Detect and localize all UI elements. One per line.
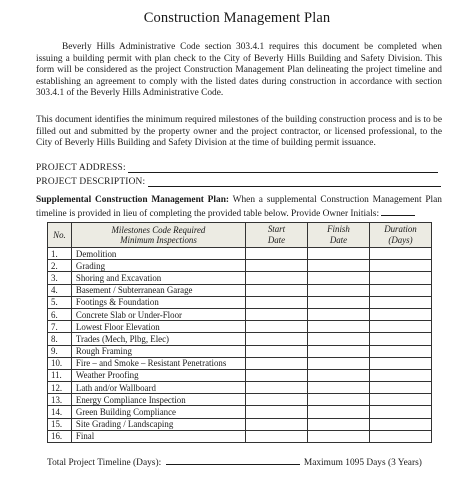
- intro-paragraph: Beverly Hills Administrative Code section 303.4.1 requires this document be completed when issuing a building permit with plan check to the City of Beverly Hills Building and Safety Division. This form will be considered as the project Construction Management Plan delineating the project timeline and establishing an agreement to comply with the listed dates during construction in accordance with section 303.4.1 of the Beverly Hills Administrative Code.: [36, 42, 442, 99]
- project-description-field[interactable]: [36, 177, 441, 187]
- start-date-cell[interactable]: [245, 406, 307, 418]
- milestone-name: Site Grading / Landscaping: [71, 418, 245, 430]
- milestone-name: Final: [71, 430, 245, 442]
- start-date-cell[interactable]: [245, 394, 307, 406]
- table-row: [48, 418, 432, 430]
- milestone-name: Weather Proofing: [71, 369, 245, 381]
- milestone-name: Shoring and Excavation: [71, 272, 245, 284]
- duration-cell[interactable]: [369, 406, 431, 418]
- table-row: [48, 296, 432, 308]
- start-date-cell[interactable]: [245, 248, 307, 260]
- row-number: 10.: [48, 357, 72, 369]
- duration-cell[interactable]: [369, 260, 431, 272]
- table-row: [48, 406, 432, 418]
- owner-initials-line[interactable]: [381, 207, 415, 216]
- duration-cell[interactable]: [369, 333, 431, 345]
- milestone-name: Rough Framing: [71, 345, 245, 357]
- finish-date-cell[interactable]: [307, 357, 369, 369]
- duration-cell[interactable]: [369, 382, 431, 394]
- row-number: 6.: [48, 308, 72, 320]
- table-row: [48, 272, 432, 284]
- milestone-name: Lath and/or Wallboard: [71, 382, 245, 394]
- finish-date-cell[interactable]: [307, 345, 369, 357]
- table-row: [48, 321, 432, 333]
- finish-date-cell[interactable]: [307, 321, 369, 333]
- finish-date-cell[interactable]: [307, 248, 369, 260]
- total-maximum: Maximum 1095 Days (3 Years): [303, 458, 422, 468]
- row-number: 15.: [48, 418, 72, 430]
- row-number: 16.: [48, 430, 72, 442]
- finish-date-cell[interactable]: [307, 369, 369, 381]
- table-row: [48, 382, 432, 394]
- project-address-field[interactable]: [36, 163, 438, 173]
- duration-cell[interactable]: [369, 394, 431, 406]
- finish-date-cell[interactable]: [307, 430, 369, 442]
- row-number: 11.: [48, 369, 72, 381]
- finish-date-cell[interactable]: [307, 406, 369, 418]
- start-date-cell[interactable]: [245, 333, 307, 345]
- milestone-name: Concrete Slab or Under-Floor: [71, 308, 245, 320]
- start-date-cell[interactable]: [245, 272, 307, 284]
- duration-cell[interactable]: [369, 345, 431, 357]
- row-number: 13.: [48, 394, 72, 406]
- row-number: 12.: [48, 382, 72, 394]
- start-date-cell[interactable]: [245, 382, 307, 394]
- milestone-name: Basement / Subterranean Garage: [71, 284, 245, 296]
- table-row: [48, 308, 432, 320]
- start-date-cell[interactable]: [245, 357, 307, 369]
- duration-cell[interactable]: [369, 284, 431, 296]
- duration-cell[interactable]: [369, 272, 431, 284]
- milestone-name: Lowest Floor Elevation: [71, 321, 245, 333]
- duration-cell[interactable]: [369, 418, 431, 430]
- supplemental-text: When a supplemental Construction Management Plan timeline is provided in lieu of completing the provided table below. Provide Owner Initials:: [36, 195, 442, 219]
- finish-date-cell[interactable]: [307, 333, 369, 345]
- row-number: 9.: [48, 345, 72, 357]
- row-number: 2.: [48, 260, 72, 272]
- duration-cell[interactable]: [369, 321, 431, 333]
- finish-date-cell[interactable]: [307, 296, 369, 308]
- milestone-name: Energy Compliance Inspection: [71, 394, 245, 406]
- row-number: 4.: [48, 284, 72, 296]
- finish-date-cell[interactable]: [307, 308, 369, 320]
- finish-date-cell[interactable]: [307, 394, 369, 406]
- page-title: Construction Management Plan: [143, 10, 331, 26]
- total-label: Total Project Timeline (Days):: [47, 458, 162, 468]
- start-date-cell[interactable]: [245, 418, 307, 430]
- supplemental-label: Supplemental Construction Management Plan:: [36, 195, 230, 205]
- start-date-cell[interactable]: [245, 345, 307, 357]
- table-row: [48, 357, 432, 369]
- duration-cell[interactable]: [369, 357, 431, 369]
- project-address-line[interactable]: [128, 163, 438, 173]
- row-number: 5.: [48, 296, 72, 308]
- finish-date-cell[interactable]: [307, 260, 369, 272]
- project-description-label: PROJECT DESCRIPTION:: [36, 177, 146, 187]
- milestone-name: Footings & Foundation: [71, 296, 245, 308]
- duration-cell[interactable]: [369, 296, 431, 308]
- duration-cell[interactable]: [369, 369, 431, 381]
- table-row: [48, 394, 432, 406]
- project-description-line[interactable]: [148, 177, 441, 187]
- supplemental-paragraph: [36, 195, 442, 220]
- finish-date-cell[interactable]: [307, 382, 369, 394]
- header-finish-date: Finish Date: [307, 223, 369, 248]
- table-header-row: [48, 223, 432, 248]
- row-number: 3.: [48, 272, 72, 284]
- start-date-cell[interactable]: [245, 369, 307, 381]
- milestone-name: Trades (Mech, Plbg, Elec): [71, 333, 245, 345]
- header-start-date: Start Date: [245, 223, 307, 248]
- duration-cell[interactable]: [369, 430, 431, 442]
- start-date-cell[interactable]: [245, 296, 307, 308]
- table-row: [48, 345, 432, 357]
- project-address-label: PROJECT ADDRESS:: [36, 163, 126, 173]
- start-date-cell[interactable]: [245, 260, 307, 272]
- milestones-table: [47, 222, 432, 443]
- row-number: 14.: [48, 406, 72, 418]
- row-number: 1.: [48, 248, 72, 260]
- start-date-cell[interactable]: [245, 308, 307, 320]
- milestone-name: Green Building Compliance: [71, 406, 245, 418]
- description-paragraph: This document identifies the minimum required milestones of the building construction process and is to be filled out and submitted by the property owner and the project contractor, or licensed professional, to the City of Beverly Hills Building and Safety Division at the time of building permit issuance.: [36, 115, 442, 149]
- table-row: [48, 369, 432, 381]
- start-date-cell[interactable]: [245, 284, 307, 296]
- finish-date-cell[interactable]: [307, 284, 369, 296]
- header-no: No.: [48, 223, 72, 248]
- header-milestones: Milestones Code Required Minimum Inspections: [71, 223, 245, 248]
- table-row: [48, 430, 432, 442]
- total-timeline: [47, 456, 437, 468]
- table-row: [48, 284, 432, 296]
- milestone-name: Fire – and Smoke – Resistant Penetrations: [71, 357, 245, 369]
- row-number: 8.: [48, 333, 72, 345]
- start-date-cell[interactable]: [245, 430, 307, 442]
- table-row: [48, 260, 432, 272]
- finish-date-cell[interactable]: [307, 272, 369, 284]
- row-number: 7.: [48, 321, 72, 333]
- duration-cell[interactable]: [369, 248, 431, 260]
- table-row: [48, 333, 432, 345]
- finish-date-cell[interactable]: [307, 418, 369, 430]
- duration-cell[interactable]: [369, 308, 431, 320]
- total-days-line[interactable]: [166, 456, 300, 465]
- milestone-name: Demolition: [71, 248, 245, 260]
- header-duration: Duration (Days): [369, 223, 431, 248]
- milestone-name: Grading: [71, 260, 245, 272]
- table-row: [48, 248, 432, 260]
- start-date-cell[interactable]: [245, 321, 307, 333]
